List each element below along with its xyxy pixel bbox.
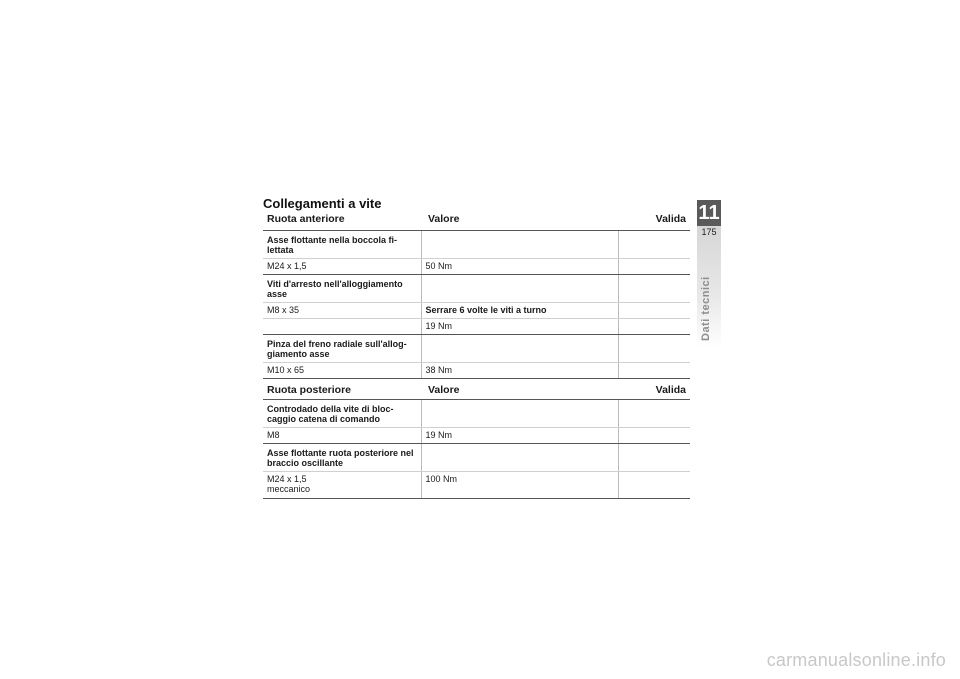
component-name: Viti d'arresto nell'alloggiamento asse [263,275,421,303]
tightening-instruction: Serrare 6 volte le viti a turno [421,303,618,319]
torque-value: 100 Nm [421,472,618,499]
page-number: 175 [701,227,717,237]
table-row [263,231,690,259]
thread-spec: M24 x 1,5 [263,259,421,275]
component-name: Asse flottante ruota posteriore nel braccio oscillante [263,444,421,472]
torque-value: 19 Nm [421,319,618,335]
watermark: carmanualsonline.info [766,650,946,670]
section-title: Collegamenti a vite [263,196,382,211]
thread-spec: M10 x 65 [263,363,421,379]
table-header-rear [263,379,690,400]
component-name: Controdado della vite di bloc-caggio catena di comando [263,400,421,428]
column-header-valid: Valida [618,210,690,231]
chapter-side-label: Dati tecnici [700,276,712,342]
table-row [263,319,690,335]
column-header-value: Valore [421,210,618,231]
table-row [263,444,690,472]
thread-spec: M24 x 1,5 meccanico [263,472,421,499]
table-row [263,400,690,428]
table-row [263,363,690,379]
table-row [263,335,690,363]
column-header-value: Valore [421,379,618,400]
chapter-number: 11 [698,202,720,224]
column-header-component: Ruota anteriore [263,210,421,231]
thread-spec: M8 x 35 [263,303,421,319]
bolt-torque-table [263,210,690,499]
table-row [263,259,690,275]
component-name: Asse flottante nella boccola fi-lettata [263,231,421,259]
torque-value: 19 Nm [421,428,618,444]
column-header-valid: Valida [618,379,690,400]
table-header-front [263,210,690,231]
table-row [263,303,690,319]
table-row [263,428,690,444]
column-header-component: Ruota posteriore [263,379,421,400]
thread-spec: M8 [263,428,421,444]
torque-value: 38 Nm [421,363,618,379]
torque-value: 50 Nm [421,259,618,275]
spec-note: meccanico [267,484,311,494]
table-row [263,472,690,499]
component-name: Pinza del freno radiale sull'allog-giamento asse [263,335,421,363]
table-row [263,275,690,303]
